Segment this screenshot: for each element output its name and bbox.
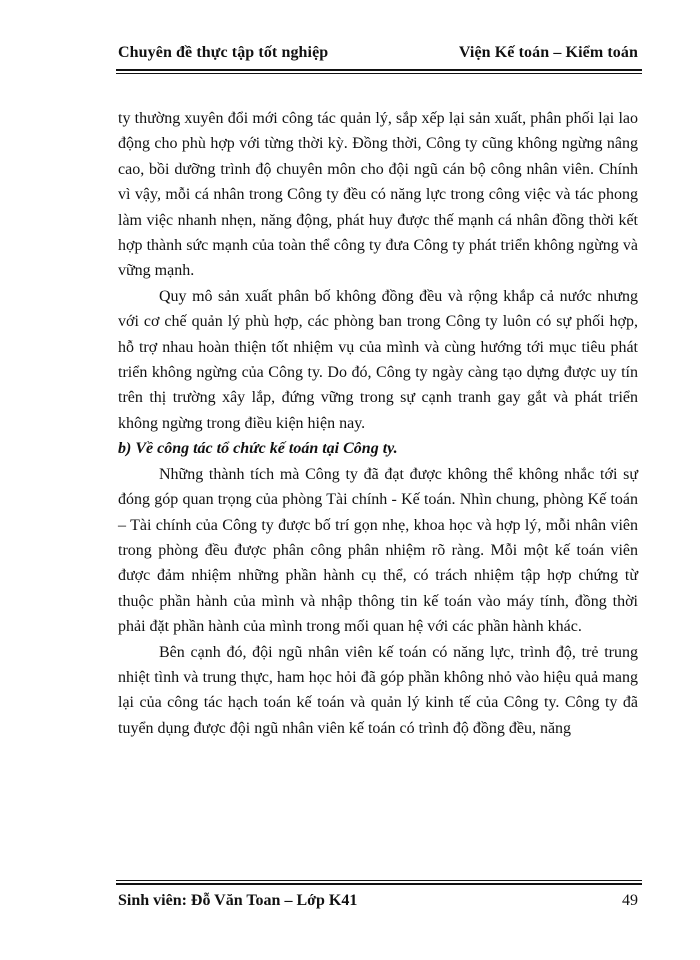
paragraph-3: Những thành tích mà Công ty đã đạt được không thể không nhắc tới sự đóng góp quan trọng của phòng Tài chính - Kế toán. Nhìn chung, phòng Kế toán – Tài chính của Công ty được bố trí gọn nhẹ, khoa học và hợp lý, mỗi nhân viên trong phòng đều được phân công phân nhiệm rõ ràng. Mỗi một kế toán viên được đảm nhiệm những phần hành cụ thể, có trách nhiệm tập hợp chứng từ thuộc phần hành của mình và nhập thông tin kế toán vào máy tính, đồng thời phải đặt phần hành của mình trong mối quan hệ với các phần hành khác. [118,465,638,636]
paragraph-1: ty thường xuyên đổi mới công tác quản lý, sắp xếp lại sản xuất, phân phối lại lao động cho phù hợp với từng thời kỳ. Đồng thời, Công ty cũng không ngừng nâng cao, bồi dưỡng trình độ chuyên môn cho đội ngũ cán bộ công nhân viên. Chính vì vậy, mỗi cá nhân trong Công ty đều có năng lực trong công việc và tác phong làm việc nhanh nhẹn, năng động, phát huy được thế mạnh cá nhân đồng thời kết hợp thành sức mạnh của toàn thể công ty đưa Công ty phát triển không ngừng và vững mạnh. [118,110,638,280]
footer-student: Sinh viên: Đỗ Văn Toan – Lớp K41 [118,892,358,909]
page-header [118,44,638,68]
header-institute: Viện Kế toán – Kiểm toán [458,44,638,61]
paragraph-2: Quy mô sản xuất phân bố không đồng đều và rộng khắp cả nước nhưng với cơ chế quản lý phù hợp, các phòng ban trong Công ty luôn có sự phối hợp, hỗ trợ nhau hoàn thiện tốt nhiệm vụ của mình và cùng hướng tới mục tiêu phát triển không ngừng của Công ty. Do đó, Công ty ngày càng tạo dựng được uy tín trên thị trường xây lắp, đứng vững trong sự cạnh tranh gay gắt và phát triển không ngừng trong điều kiện hiện nay. [118,287,638,432]
page-footer [118,888,638,910]
footer-rule [116,880,642,885]
section-heading: b) Về công tác tổ chức kế toán tại Công ty. [118,440,398,458]
page-number: 49 [622,892,638,909]
header-report-title: Chuyên đề thực tập tốt nghiệp [118,44,329,61]
header-rule [116,69,642,74]
paragraph-4: Bên cạnh đó, đội ngũ nhân viên kế toán có năng lực, trình độ, trẻ trung nhiệt tình và trung thực, ham học hỏi đã góp phần không nhỏ vào hiệu quả mang lại của công tác hạch toán kế toán và quản lý kinh tế của Công ty. Công ty đã tuyển dụng được đội ngũ nhân viên kế toán có trình độ đồng đều, năng [118,643,638,737]
document-body [118,106,638,741]
